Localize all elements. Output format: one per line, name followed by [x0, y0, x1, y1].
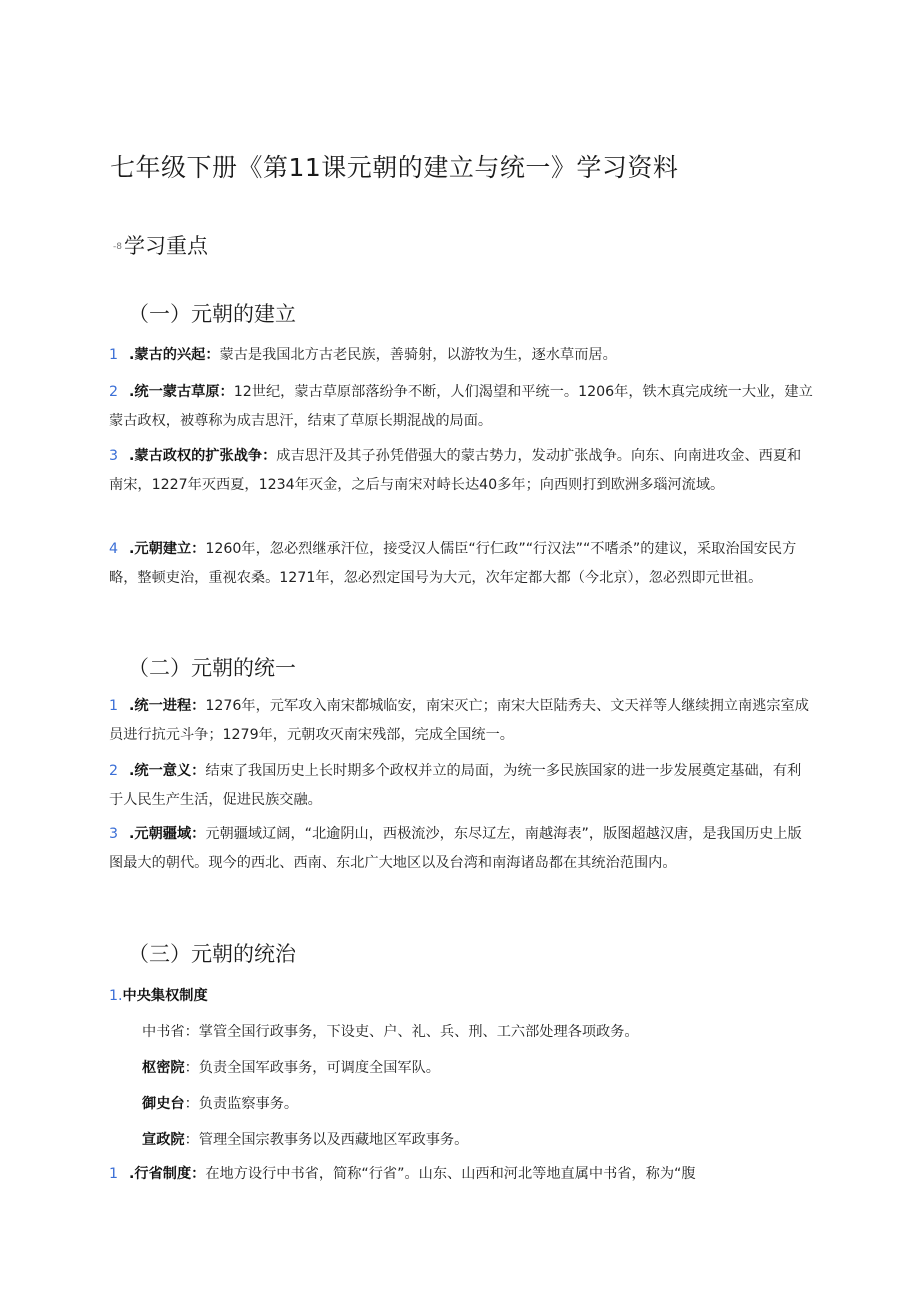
list-item	[109, 692, 814, 750]
item-number: 1	[109, 698, 119, 714]
item-label: .统一意义：	[129, 763, 206, 779]
list-item	[109, 535, 814, 593]
central-office-item	[142, 1021, 639, 1041]
list-item	[109, 378, 814, 436]
item-number: 2	[109, 384, 119, 400]
office-name: 枢密院	[142, 1060, 185, 1076]
section-heading	[113, 230, 208, 260]
item-label: .行省制度：	[129, 1166, 206, 1182]
list-item	[109, 820, 814, 878]
item-label: .蒙古的兴起：	[129, 347, 220, 363]
item-label: .蒙古政权的扩张战争：	[129, 448, 277, 464]
central-office-item	[142, 1093, 298, 1113]
list-item	[109, 1160, 814, 1190]
item-number: 3	[109, 826, 119, 842]
item-text: 成吉思汗及其子孙凭借强大的蒙古势力，发动扩张战争。向东、向南进攻金、西夏和南宋，1227年灭西夏，1234年灭金，之后与南宋对峙长达40多年；向西则打到欧洲多瑙河流域。	[109, 448, 802, 493]
office-text: ：负责全国军政事务，可调度全国军队。	[184, 1060, 440, 1076]
item-text: 蒙古是我国北方古老民族，善骑射，以游牧为生，逐水草而居。	[219, 347, 617, 363]
item-label: .统一进程：	[129, 698, 206, 714]
document-title: 七年级下册《第11课元朝的建立与统一》学习资料	[110, 153, 679, 182]
item-text: 结束了我国历史上长时期多个政权并立的局面，为统一多民族国家的进一步发展奠定基础，有利于人民生产生活，促进民族交融。	[109, 763, 802, 808]
office-name: 中书省	[142, 1024, 185, 1040]
central-office-item	[142, 1129, 468, 1149]
office-name: 宣政院	[142, 1132, 185, 1148]
item-text: 1260年，忽必烈继承汗位，接受汉人儒臣“行仁政”“行汉法”“不嗜杀”的建议，采取治国安民方略，整顿吏治，重视农桑。1271年，忽必烈定国号为大元，次年定都大都（今北京），忽必烈即元世祖。	[109, 541, 797, 586]
list-item	[109, 757, 814, 815]
item-number: 1	[109, 347, 119, 363]
item-text: 12世纪，蒙古草原部落纷争不断，人们渴望和平统一。1206年，铁木真完成统一大业，建立蒙古政权，被尊称为成吉思汗，结束了草原长期混战的局面。	[109, 384, 813, 429]
list-item	[109, 442, 814, 500]
sub-heading-number: 1.	[109, 988, 123, 1004]
item-label: .元朝疆域：	[129, 826, 206, 842]
item-text: 在地方设行中书省，简称“行省”。山东、山西和河北等地直属中书省，称为“腹	[205, 1166, 696, 1182]
item-number: 3	[109, 448, 119, 464]
central-office-item	[142, 1057, 440, 1077]
part-heading-founding: （一）元朝的建立	[128, 302, 296, 326]
part-heading-rule: （三）元朝的统治	[128, 942, 296, 966]
office-name: 御史台	[142, 1096, 185, 1112]
section-mark: -8	[113, 242, 122, 252]
office-text: ：管理全国宗教事务以及西藏地区军政事务。	[184, 1132, 469, 1148]
item-text: 元朝疆域辽阔，“北逾阴山，西极流沙，东尽辽左，南越海表”，版图超越汉唐，是我国历史上版图最大的朝代。现今的西北、西南、东北广大地区以及台湾和南海诸岛都在其统治范围内。	[109, 826, 802, 871]
item-number: 4	[109, 541, 119, 557]
sub-heading-central	[109, 985, 208, 1005]
sub-heading-label: 中央集权制度	[122, 988, 208, 1004]
item-text: 1276年，元军攻入南宋都城临安，南宋灭亡；南宋大臣陆秀夫、文天祥等人继续拥立南逃宗室成员进行抗元斗争；1279年，元朝攻灭南宋残部，完成全国统一。	[109, 698, 809, 743]
part-heading-unification: （二）元朝的统一	[128, 656, 296, 680]
item-label: .统一蒙古草原：	[129, 384, 234, 400]
item-number: 2	[109, 763, 119, 779]
list-item	[109, 341, 814, 370]
office-text: ：掌管全国行政事务，下设吏、户、礼、兵、刑、工六部处理各项政务。	[184, 1024, 639, 1040]
item-label: .元朝建立：	[129, 541, 206, 557]
section-title: 学习重点	[123, 234, 208, 258]
office-text: ：负责监察事务。	[184, 1096, 299, 1112]
item-number: 1	[109, 1166, 119, 1182]
